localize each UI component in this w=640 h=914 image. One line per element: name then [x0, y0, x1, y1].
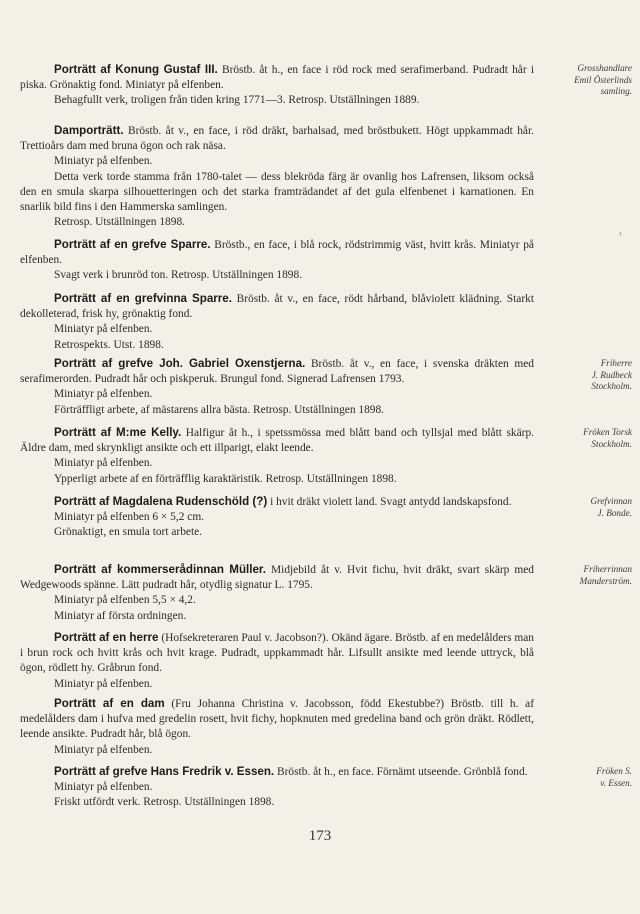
entry-note: Miniatyr på elfenben. — [54, 781, 153, 794]
entry-title: Porträtt af en dam — [54, 697, 165, 710]
entry-muller — [20, 562, 534, 624]
entry-note: Retrospekts. Utst. 1898. — [54, 338, 164, 351]
provenance-note: Grosshandlare Emil Österlinds samling. — [574, 63, 632, 96]
entry-description: Midjebild åt v. Hvit fichu, hvit dräkt, svart skärp med Wedgewoods spänne. Lätt pudradt hår, otydlig signatur L. 1795. — [20, 564, 534, 592]
entry-title: Porträtt af en herre — [54, 631, 159, 644]
entry-essen — [20, 764, 534, 811]
entry-grefvinna-sparre — [20, 291, 534, 353]
entry-description: i hvit dräkt violett land. Svagt antydd landskapsfond. — [270, 496, 512, 508]
entry-note: Miniatyr på elfenben 6 × 5,2 cm. — [54, 511, 205, 524]
entry-description: Bröstb. åt v., en face, i röd dräkt, barhalsad, med bröstbukett. Högt uppkammadt hår. Trettioårs dam med bruna ögon och rak näsa. — [20, 125, 534, 153]
entry-note: Miniatyr på elfenben. — [54, 388, 153, 401]
entry-description: Bröstb. åt v., en face, rödt hårband, blåviolett klädning. Starkt dekolleterad, frisk hy, grönaktig fond. — [20, 293, 534, 321]
entry-note: Miniatyr på elfenben. — [54, 155, 153, 168]
entry-note: Detta verk torde stamma från 1780-talet — dess blekröda färg är ovanlig hos Lafrensen, liksom också den en smula skarpa silhouetteringen och det starka framträdandet af det gula elfenbenet i karnationen. En snarlik bild fins i den Hammerska samlingen. — [20, 170, 534, 214]
entry-title: Damporträtt. — [54, 124, 124, 137]
provenance-note: Fröken S. v. Essen. — [596, 766, 632, 788]
entry-note: Friskt utfördt verk. Retrosp. Utställningen 1898. — [54, 796, 275, 809]
provenance-note: Friherre J. Rudbeck Stockholm. — [591, 358, 632, 391]
page-number: 173 — [308, 828, 332, 844]
entry-damportratt — [20, 123, 534, 230]
entry-gustaf-iii — [20, 62, 534, 109]
entry-note: Miniatyr på elfenben 5,5 × 4,2. — [54, 594, 196, 607]
entry-note: Miniatyr på elfenben. — [54, 457, 153, 470]
entry-title: Porträtt af grefve Hans Fredrik v. Essen. — [54, 765, 275, 778]
entry-note: Förträffligt arbete, af mästarens allra bästa. Retrosp. Utställningen 1898. — [54, 403, 385, 416]
entry-title: Porträtt af grefve Joh. Gabriel Oxenstjerna. — [54, 357, 306, 370]
entry-title: Porträtt af en grefvinna Sparre. — [54, 292, 232, 305]
entry-mme-kelly — [20, 425, 534, 487]
entry-description: (Hofsekreteraren Paul v. Jacobson?). Okänd ägare. Bröstb. af en medelålders man i brun rock och hvitt krås och hvit krage. Pudradt, uppkammadt hår. Lifsullt ansikte med leende uttryck, blå ögon, rödlett hy. Gråbrun fond. — [20, 632, 534, 675]
entry-description: (Fru Johanna Christina v. Jacobsson, född Ekestubbe?) Bröstb. till h. af medelålders dam i hufva med gredelin rosett, hvit fichy, hopknuten med gredelina band och grön dräkt. Rödlett, leende ansikte. Pudradt hår, blå ögon. — [20, 698, 534, 741]
entry-rudenschold — [20, 494, 534, 541]
entry-note: Behagfullt verk, troligen från tiden kring 1771—3. Retrosp. Utställningen 1889. — [54, 94, 420, 107]
margin-mark: ‹ — [619, 228, 622, 238]
entry-grefve-sparre — [20, 237, 534, 284]
provenance-note: Fröken Torsk Stockholm. — [583, 427, 632, 449]
entry-title: Porträtt af Konung Gustaf III. — [54, 63, 218, 76]
entry-herre — [20, 630, 534, 692]
entry-note: Retrosp. Utställningen 1898. — [54, 216, 185, 229]
entry-description: Bröstb., en face, i blå rock, rödstrimmig väst, hvitt krås. Miniatyr på elfenben. — [20, 239, 534, 267]
entry-note: Miniatyr af första ordningen. — [54, 609, 187, 622]
entry-note: Ypperligt arbete af en förträfflig karaktäristik. Retrosp. Utställningen 1898. — [54, 472, 397, 485]
entry-oxenstjerna — [20, 356, 534, 418]
entry-description: Bröstb. åt h., en face i röd rock med serafimerband. Pudradt hår i piska. Grönaktig fond. Miniatyr på elfenben. — [20, 64, 534, 92]
entry-note: Svagt verk i brunröd ton. Retrosp. Utställningen 1898. — [54, 269, 303, 282]
entry-note: Miniatyr på elfenben. — [54, 743, 153, 756]
entry-note: Grönaktigt, en smula tort arbete. — [54, 526, 203, 539]
provenance-note: Grefvinnan J. Bonde. — [590, 496, 632, 518]
entry-description: Bröstb. åt v., en face, i svenska dräkten med serafimerorden. Pudradt hår och piskperuk. Brungul fond. Signerad Lafrensen 1793. — [20, 358, 534, 386]
entry-dam — [20, 696, 534, 758]
entry-note: Miniatyr på elfenben. — [54, 677, 153, 690]
entry-description: Bröstb. åt h., en face. Förnämt utseende. Grönblå fond. — [277, 766, 528, 778]
entry-description: Halfigur åt h., i spetssmössa med blått band och tyllsjal med blått skärp. Äldre dam, med skrynkligt ansikte och ett illparigt, elakt leende. — [20, 427, 534, 455]
entry-note: Miniatyr på elfenben. — [54, 323, 153, 336]
entry-title: Porträtt af kommerserådinnan Müller. — [54, 563, 267, 576]
entry-title: Porträtt af M:me Kelly. — [54, 426, 182, 439]
entry-title: Porträtt af en grefve Sparre. — [54, 238, 211, 251]
entry-title: Porträtt af Magdalena Rudenschöld (?) — [54, 495, 268, 508]
provenance-note: Friherrinnan Manderström. — [579, 564, 632, 586]
